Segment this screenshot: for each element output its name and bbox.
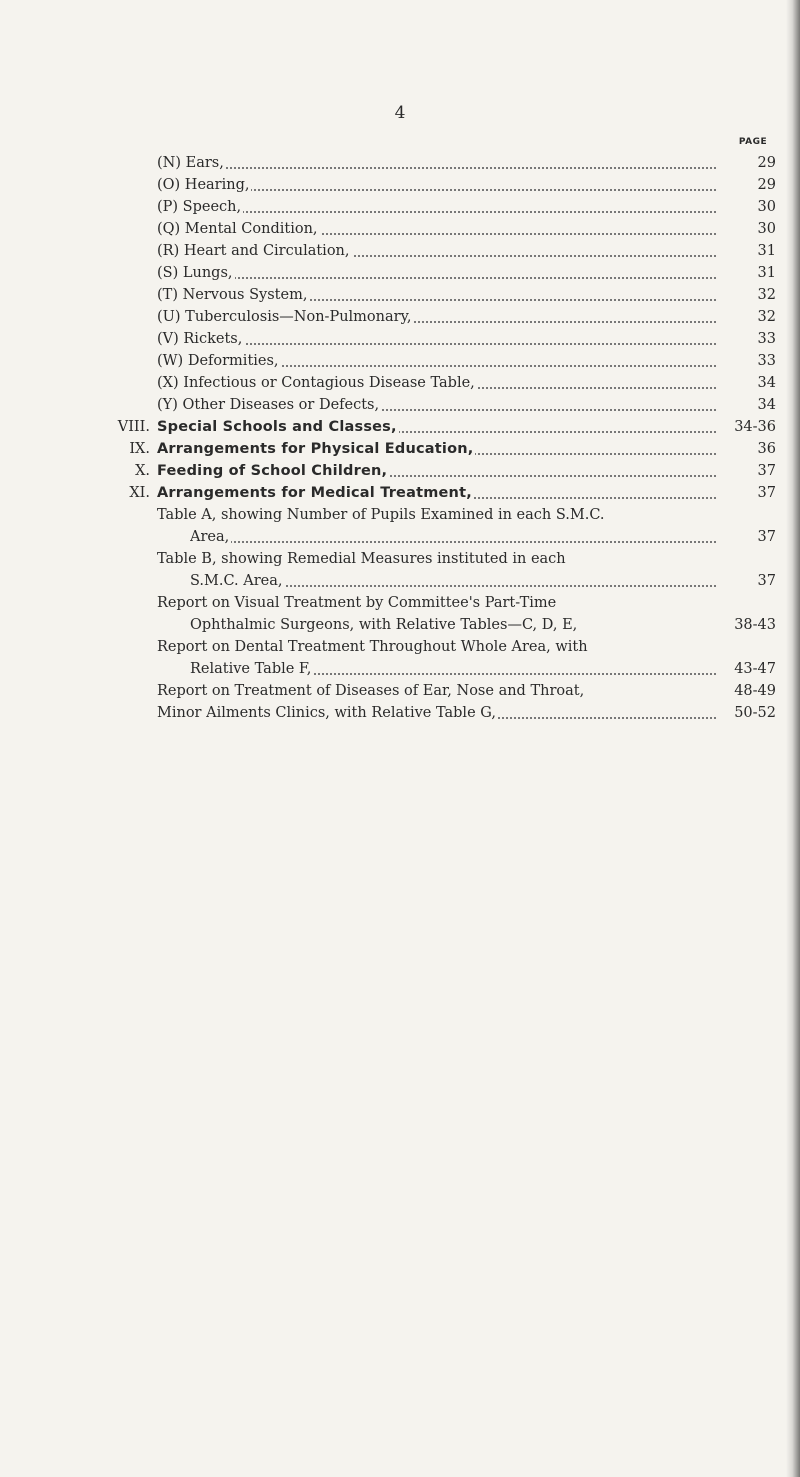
entry-title	[157, 438, 716, 460]
toc-entry	[0, 328, 800, 350]
entry-page: 48-49	[734, 683, 776, 699]
entry-title	[157, 218, 716, 240]
entry-title	[157, 196, 716, 218]
entry-title	[157, 240, 716, 262]
entry-title	[190, 614, 716, 636]
toc-entry	[0, 416, 800, 438]
toc-entry	[0, 504, 800, 526]
entry-title-text: (Q) Mental Condition,	[157, 221, 318, 237]
section-number: XI.	[129, 485, 150, 501]
entry-page: 34	[757, 375, 776, 391]
entry-page: 33	[757, 331, 776, 347]
entry-title	[157, 460, 716, 482]
entry-title-text: Relative Table F,	[190, 661, 312, 677]
entry-page: 31	[757, 265, 776, 281]
toc-entry	[0, 306, 800, 328]
entry-page: 43-47	[734, 661, 776, 677]
entry-title	[157, 504, 716, 526]
section-number: VIII.	[117, 419, 150, 435]
entry-title-text: Arrangements for Physical Education,	[157, 441, 474, 457]
toc-entry	[0, 592, 800, 614]
entry-page: 33	[757, 353, 776, 369]
entry-page: 38-43	[734, 617, 776, 633]
entry-page: 37	[757, 485, 776, 501]
toc-entry	[0, 636, 800, 658]
toc-entry	[0, 394, 800, 416]
entry-title	[190, 526, 716, 548]
entry-title-text: Minor Ailments Clinics, with Relative Table G,	[157, 705, 496, 721]
entry-page: 32	[757, 309, 776, 325]
entry-title	[157, 680, 716, 702]
toc-entry	[0, 482, 800, 504]
entry-title-text: Report on Treatment of Diseases of Ear, Nose and Throat,	[157, 683, 585, 699]
entry-title	[157, 262, 716, 284]
entry-title-text: (S) Lungs,	[157, 265, 233, 281]
entry-title	[157, 284, 716, 306]
entry-page: 29	[757, 155, 776, 171]
entry-page: 34-36	[734, 419, 776, 435]
entry-title	[190, 570, 716, 592]
toc-entry	[0, 372, 800, 394]
entry-title	[157, 372, 716, 394]
toc-entry	[0, 460, 800, 482]
entry-page: 32	[757, 287, 776, 303]
entry-page: 30	[757, 221, 776, 237]
entry-title	[157, 592, 716, 614]
entry-title	[157, 636, 716, 658]
entry-title-text: (X) Infectious or Contagious Disease Table,	[157, 375, 475, 391]
entry-title-text: (R) Heart and Circulation,	[157, 243, 350, 259]
entry-page: 34	[757, 397, 776, 413]
section-number: X.	[135, 463, 150, 479]
entry-title-text: (U) Tuberculosis—Non-Pulmonary,	[157, 309, 412, 325]
entry-title-text: (Y) Other Diseases or Defects,	[157, 397, 380, 413]
toc-entry	[0, 240, 800, 262]
entry-page: 50-52	[734, 705, 776, 721]
entry-title-text: (O) Hearing,	[157, 177, 250, 193]
toc-entry	[0, 152, 800, 174]
entry-title	[157, 416, 716, 438]
toc-entry	[0, 174, 800, 196]
toc-entry	[0, 438, 800, 460]
entry-title-text: Arrangements for Medical Treatment,	[157, 485, 472, 501]
entry-title	[157, 548, 716, 570]
entry-title-text: Special Schools and Classes,	[157, 419, 397, 435]
entry-title	[190, 658, 716, 680]
entry-title-text: S.M.C. Area,	[190, 573, 283, 589]
entry-page: 37	[757, 463, 776, 479]
entry-title-text: Table B, showing Remedial Measures instituted in each	[157, 551, 566, 567]
entry-title	[157, 482, 716, 504]
toc-entry	[0, 350, 800, 372]
entry-page: 30	[757, 199, 776, 215]
entry-title	[157, 394, 716, 416]
entry-page: 36	[757, 441, 776, 457]
entry-title-text: (N) Ears,	[157, 155, 224, 171]
entry-page: 29	[757, 177, 776, 193]
entry-title-text: Report on Dental Treatment Throughout Whole Area, with	[157, 639, 588, 655]
toc-entry	[0, 570, 800, 592]
toc-entry	[0, 614, 800, 636]
toc-entry	[0, 680, 800, 702]
entry-page: 37	[757, 573, 776, 589]
toc-entry	[0, 284, 800, 306]
section-number: IX.	[129, 441, 150, 457]
page-number: 4	[394, 103, 406, 123]
entry-title-text: (V) Rickets,	[157, 331, 243, 347]
toc-entry	[0, 526, 800, 548]
entry-title	[157, 328, 716, 350]
entry-page: 31	[757, 243, 776, 259]
toc-entry	[0, 218, 800, 240]
toc-entry	[0, 658, 800, 680]
toc-entry	[0, 196, 800, 218]
entry-title	[157, 174, 716, 196]
entry-title-text: Area,	[190, 529, 230, 545]
table-of-contents	[0, 152, 800, 724]
toc-entry	[0, 262, 800, 284]
entry-title-text: Table A, showing Number of Pupils Examined in each S.M.C.	[157, 507, 605, 523]
entry-title-text: (T) Nervous System,	[157, 287, 308, 303]
entry-title-text: Ophthalmic Surgeons, with Relative Tables—C, D, E,	[190, 617, 578, 633]
toc-entry	[0, 548, 800, 570]
entry-title	[157, 152, 716, 174]
page-column-header: PAGE	[738, 137, 768, 147]
entry-title-text: (W) Deformities,	[157, 353, 279, 369]
toc-entry	[0, 702, 800, 724]
entry-title-text: Report on Visual Treatment by Committee's Part-Time	[157, 595, 557, 611]
entry-title	[157, 306, 716, 328]
entry-title	[157, 350, 716, 372]
entry-page: 37	[757, 529, 776, 545]
entry-title-text: Feeding of School Children,	[157, 463, 388, 479]
entry-title-text: (P) Speech,	[157, 199, 242, 215]
entry-title	[157, 702, 716, 724]
